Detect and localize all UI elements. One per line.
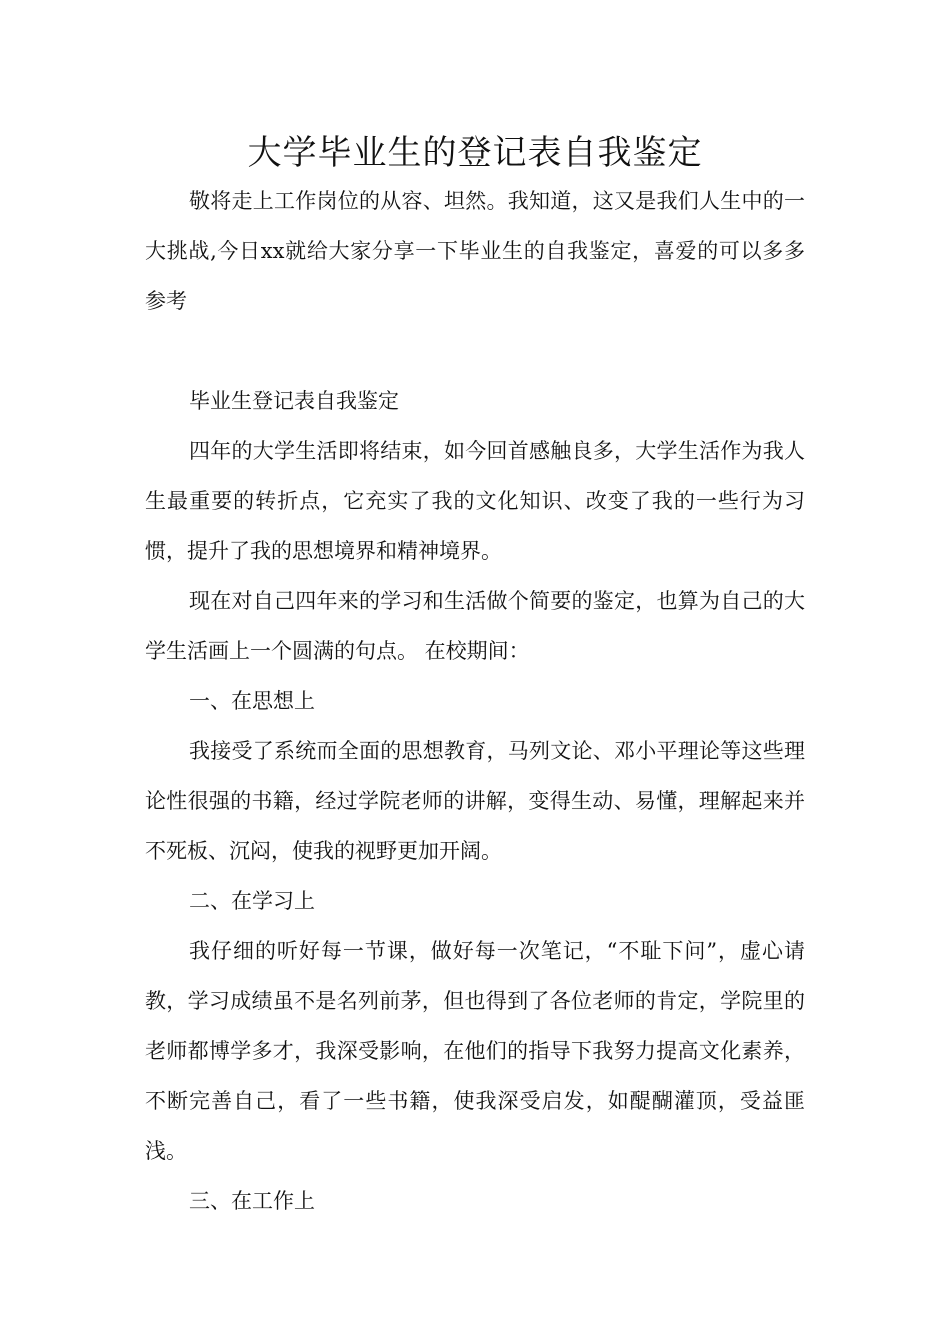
- body-paragraph: 我接受了系统而全面的思想教育，马列文论、邓小平理论等这些理论性很强的书籍，经过学院老师的讲解，变得生动、易懂，理解起来并不死板、沉闷，使我的视野更加开阔。: [145, 739, 805, 863]
- body-paragraph: 现在对自己四年来的学习和生活做个简要的鉴定，也算为自己的大学生活画上一个圆满的句点。 在校期间：: [145, 589, 805, 663]
- subsection-heading-study: 二、在学习上: [189, 889, 315, 913]
- subsection-heading-thought: 一、在思想上: [189, 689, 315, 713]
- intro-paragraph: 敬将走上工作岗位的从容、坦然。我知道，这又是我们人生中的一大挑战,今日xx就给大家分享一下毕业生的自我鉴定，喜爱的可以多多参考: [145, 189, 805, 313]
- body-paragraph: 四年的大学生活即将结束，如今回首感触良多，大学生活作为我人生最重要的转折点，它充实了我的文化知识、改变了我的一些行为习惯，提升了我的思想境界和精神境界。: [145, 439, 805, 563]
- section-heading: 毕业生登记表自我鉴定: [189, 389, 399, 413]
- document-title: 大学毕业生的登记表自我鉴定: [247, 133, 703, 173]
- subsection-heading-work: 三、在工作上: [189, 1189, 315, 1213]
- body-paragraph: 我仔细的听好每一节课，做好每一次笔记，“不耻下问”，虚心请教，学习成绩虽不是名列前茅，但也得到了各位老师的肯定，学院里的老师都博学多才，我深受影响，在他们的指导下我努力提高文化素养，不断完善自己，看了一些书籍，使我深受启发，如醍醐灌顶，受益匪浅。: [145, 939, 805, 1163]
